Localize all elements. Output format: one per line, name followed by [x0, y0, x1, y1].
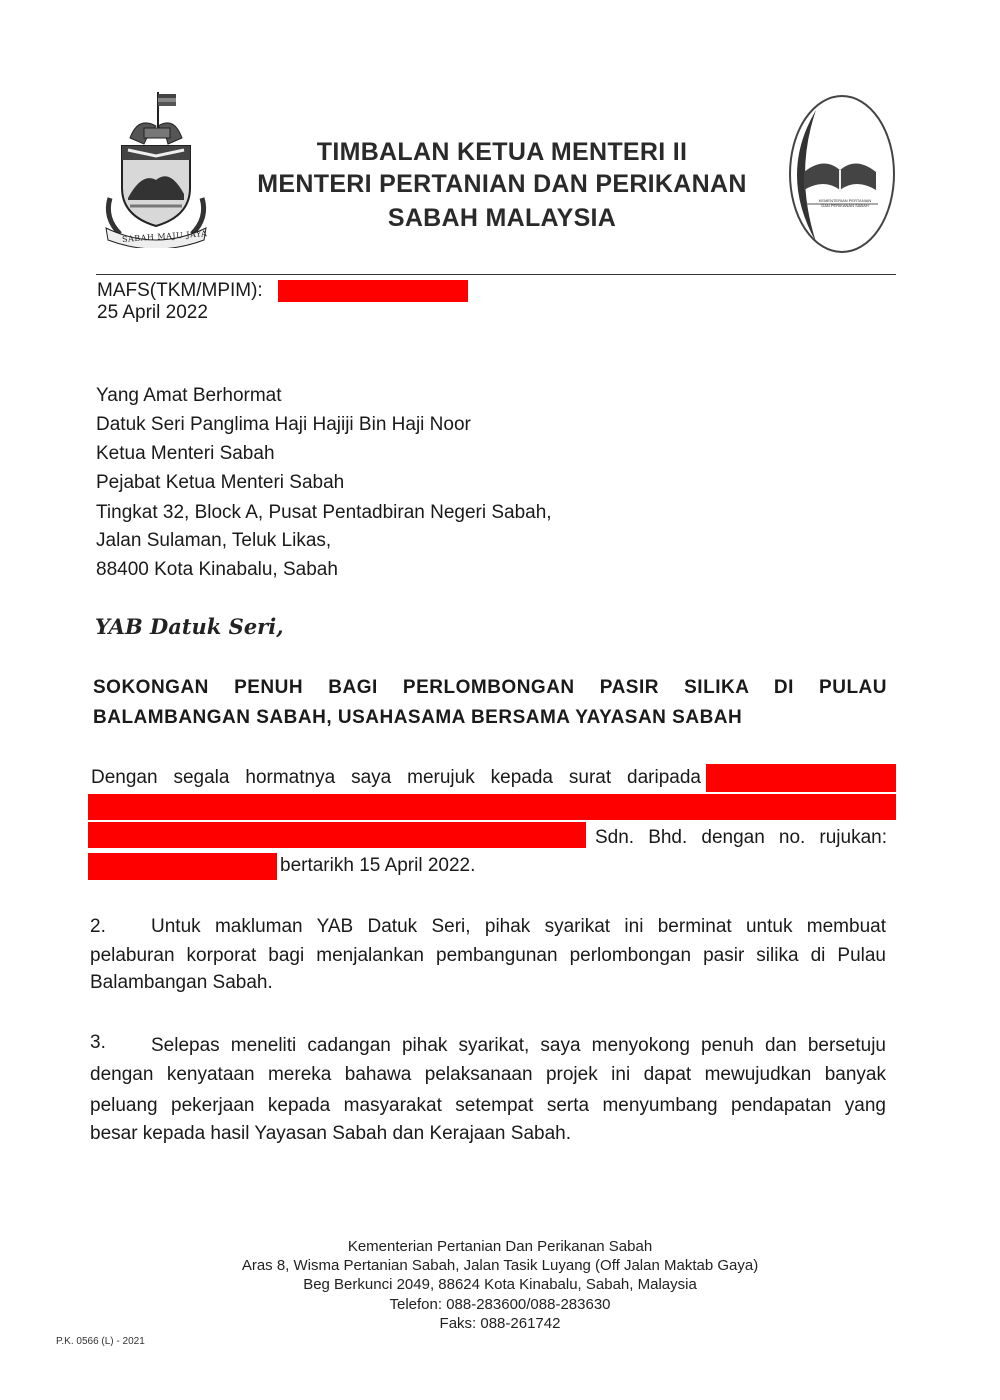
letter-date: 25 April 2022	[97, 302, 208, 323]
para1-line3: Sdn. Bhd. dengan no. rujukan:	[595, 827, 887, 848]
header-divider	[96, 274, 896, 275]
para3-line3: peluang pekerjaan kepada masyarakat setempat serta menyumbang pendapatan yang	[90, 1095, 886, 1116]
header-title-line1: TIMBALAN KETUA MENTERI II	[316, 138, 688, 166]
para1-line4: bertarikh 15 April 2022.	[280, 855, 476, 876]
recipient-line: Ketua Menteri Sabah	[96, 443, 275, 464]
redaction-block	[706, 764, 896, 792]
para2-line3: Balambangan Sabah.	[90, 972, 273, 993]
footer-line: Telefon: 088-283600/088-283630	[389, 1296, 611, 1313]
crest-motto: SABAH MAJU JAYA	[121, 229, 208, 244]
para2-line1: Untuk makluman YAB Datuk Seri, pihak syarikat ini berminat untuk membuat	[151, 916, 886, 937]
reference-label: MAFS(TKM/MPIM):	[97, 280, 263, 301]
footer-line: Beg Berkunci 2049, 88624 Kota Kinabalu, Sabah, Malaysia	[303, 1276, 697, 1293]
subject-line1: SOKONGAN PENUH BAGI PERLOMBONGAN PASIR SILIKA DI PULAU	[93, 677, 887, 698]
recipient-line: 88400 Kota Kinabalu, Sabah	[96, 559, 338, 580]
ministry-logo-text: KEMENTERIAN PERTANIAN DAN PERIKANAN SABAH	[818, 198, 872, 208]
header-title-line2: MENTERI PERTANIAN DAN PERIKANAN	[257, 170, 747, 198]
para3-line2: dengan kenyataan mereka bahawa pelaksanaan projek ini dapat mewujudkan banyak	[90, 1064, 886, 1085]
para3-line1: Selepas meneliti cadangan pihak syarikat, saya menyokong penuh dan bersetuju	[151, 1035, 886, 1056]
recipient-line: Jalan Sulaman, Teluk Likas,	[96, 530, 332, 551]
header-title-line3: SABAH MALAYSIA	[387, 204, 617, 232]
recipient-line: Pejabat Ketua Menteri Sabah	[96, 472, 345, 493]
footer-line: Kementerian Pertanian Dan Perikanan Sabah	[347, 1238, 653, 1255]
para1-line1: Dengan segala hormatnya saya merujuk kepada surat daripada	[91, 767, 701, 788]
footer-line: Faks: 088-261742	[439, 1315, 561, 1332]
recipient-line: Yang Amat Berhormat	[96, 385, 282, 406]
para2-number: 2.	[90, 916, 106, 937]
footer-line: Aras 8, Wisma Pertanian Sabah, Jalan Tasik Luyang (Off Jalan Maktab Gaya)	[241, 1257, 759, 1274]
redaction-block	[88, 794, 896, 820]
redaction-block	[278, 280, 468, 302]
para3-number: 3.	[90, 1032, 106, 1053]
para2-line2: pelaburan korporat bagi menjalankan pembangunan perlombongan pasir silika di Pulau	[90, 945, 886, 966]
sabah-crest-emblem	[98, 88, 214, 248]
redaction-block	[88, 822, 586, 848]
recipient-line: Datuk Seri Panglima Haji Hajiji Bin Haji Noor	[96, 414, 471, 435]
salutation: YAB Datuk Seri,	[95, 614, 284, 639]
ministry-logo	[776, 92, 900, 258]
form-code: P.K. 0566 (L) - 2021	[56, 1336, 145, 1347]
recipient-line: Tingkat 32, Block A, Pusat Pentadbiran Negeri Sabah,	[96, 502, 552, 523]
subject-line2: BALAMBANGAN SABAH, USAHASAMA BERSAMA YAYASAN SABAH	[93, 707, 743, 728]
redaction-block	[88, 853, 277, 880]
para3-line4: besar kepada hasil Yayasan Sabah dan Kerajaan Sabah.	[90, 1123, 571, 1144]
